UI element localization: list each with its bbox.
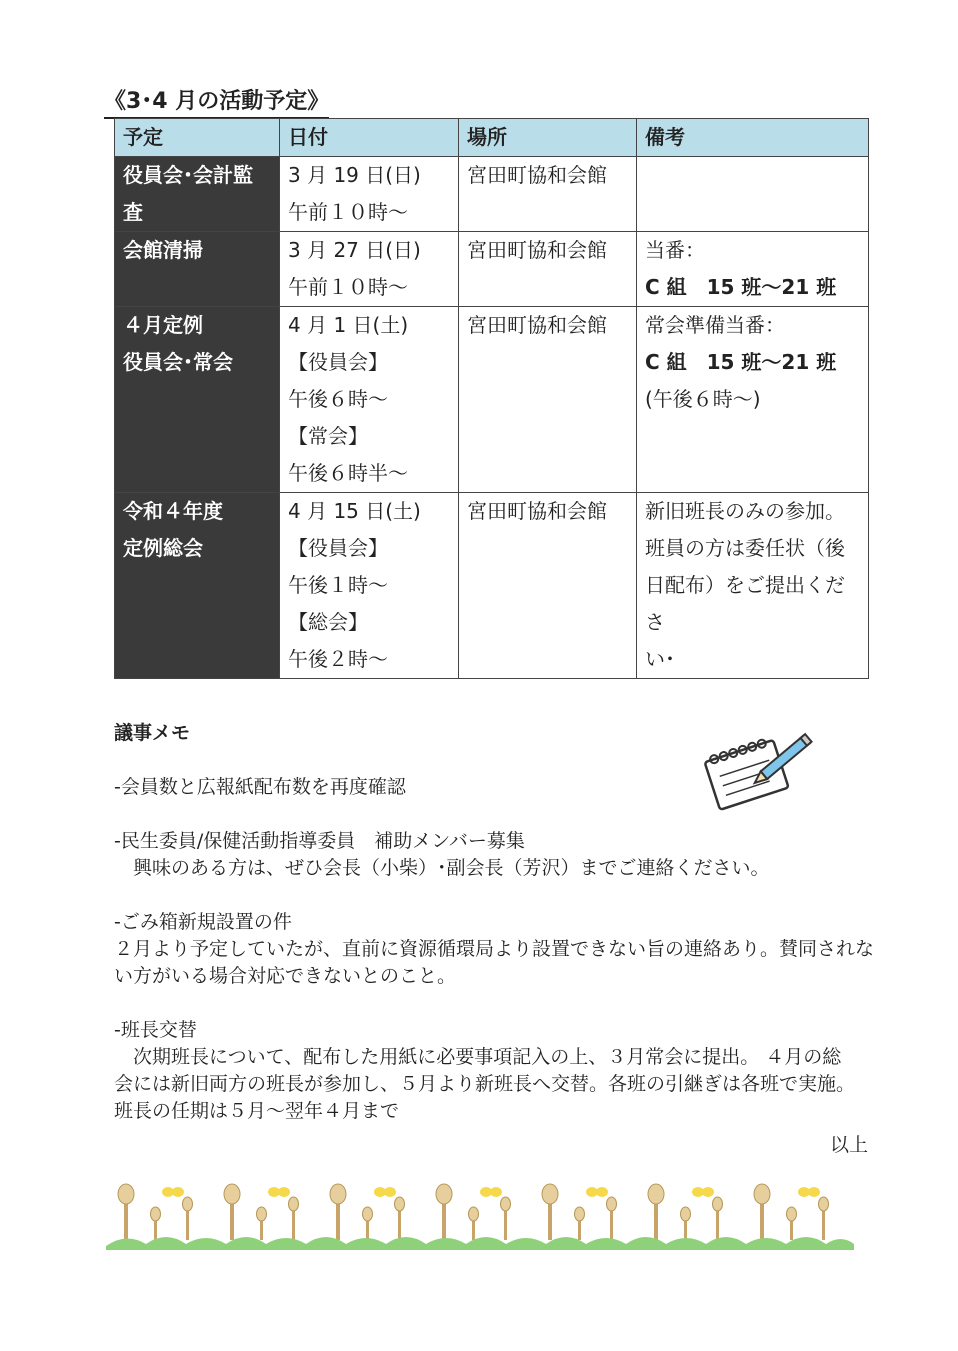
note-text: 班員の方は委任状（後 [645, 536, 845, 560]
closing-text: 以上 [829, 1134, 868, 1156]
date-cell [280, 232, 459, 307]
flower-group [118, 1184, 829, 1240]
place-cell [459, 307, 637, 493]
note-text: 当番： [645, 238, 705, 262]
table-row [115, 307, 869, 493]
time-text: 午後１時～ [288, 573, 388, 597]
memo-item-line: い方がいる場合対応できないとのこと。 [114, 965, 457, 987]
header-date: 日付 [280, 119, 459, 157]
flower-border-decoration [106, 1180, 854, 1250]
memo-item-line: -会員数と広報紙配布数を再度確認 [114, 776, 406, 798]
date-text: 3 月 27 日(日) [288, 238, 421, 262]
place-cell [459, 232, 637, 307]
memo-item-line: -民生委員/保健活動指導委員 補助メンバー募集 [114, 830, 525, 852]
place-cell [459, 157, 637, 232]
note-cell [637, 232, 869, 307]
event-cell [115, 493, 280, 679]
event-text: 会館清掃 [123, 238, 203, 262]
memo-item-line: 次期班長について、配布した用紙に必要事項記入の上、３月常会に提出。 ４月の総 [114, 1046, 842, 1068]
meeting-memo [114, 720, 874, 1125]
note-text: い･ [645, 647, 675, 671]
memo-item-line: ２月より予定していたが、直前に資源循環局より設置できない旨の連絡あり。賛同されな [114, 938, 875, 960]
time-text: 午前１０時～ [288, 275, 408, 299]
schedule-table [114, 118, 869, 679]
date-text: 4 月 15 日(土) [288, 499, 421, 523]
event-text: ４月定例 [123, 313, 203, 337]
time-text: 【役員会】 [288, 536, 388, 560]
date-cell [280, 493, 459, 679]
memo-item-line: 会には新旧両方の班長が参加し、５月より新班長へ交替。各班の引継ぎは各班で実施。 [114, 1073, 856, 1095]
note-text: 新旧班長のみの参加。 [645, 499, 845, 523]
time-text: 【常会】 [288, 424, 368, 448]
event-cell [115, 232, 280, 307]
place-text: 宮田町協和会館 [467, 238, 607, 262]
table-row [115, 157, 869, 232]
memo-item-line: -班長交替 [114, 1019, 197, 1041]
section-title: 《3･4 月の活動予定》 [104, 88, 329, 119]
time-text: 【総会】 [288, 610, 368, 634]
note-cell [637, 307, 869, 493]
place-text: 宮田町協和会館 [467, 499, 607, 523]
event-text: 査 [123, 200, 143, 224]
memo-title: 議事メモ [114, 722, 191, 744]
event-cell [115, 307, 280, 493]
note-text: (午後６時～) [645, 387, 761, 411]
place-text: 宮田町協和会館 [467, 163, 607, 187]
place-text: 宮田町協和会館 [467, 313, 607, 337]
time-text: 午後６時半～ [288, 461, 408, 485]
table-header-row [115, 119, 869, 157]
time-text: 午前１０時～ [288, 200, 408, 224]
table-row [115, 493, 869, 679]
memo-item-line: 興味のある方は、ぜひ会長（小柴）･副会長（芳沢）までご連絡ください。 [114, 857, 770, 879]
event-cell [115, 157, 280, 232]
memo-item-line: 班長の任期は５月～翌年４月まで [114, 1100, 400, 1122]
header-note: 備考 [637, 119, 869, 157]
event-text: 令和４年度 [123, 499, 223, 523]
table-row [115, 232, 869, 307]
event-text: 役員会･会計監 [123, 163, 253, 187]
event-text: 役員会･常会 [123, 350, 233, 374]
date-cell [280, 157, 459, 232]
time-text: 【役員会】 [288, 350, 388, 374]
note-cell [637, 157, 869, 232]
header-event: 予定 [115, 119, 280, 157]
header-place: 場所 [459, 119, 637, 157]
date-text: 3 月 19 日(日) [288, 163, 421, 187]
place-cell [459, 493, 637, 679]
memo-item-line: -ごみ箱新規設置の件 [114, 911, 292, 933]
note-text: C 組 15 班～21 班 [645, 275, 837, 299]
date-text: 4 月 1 日(土) [288, 313, 409, 337]
date-cell [280, 307, 459, 493]
note-text: C 組 15 班～21 班 [645, 350, 837, 374]
note-text: 日配布）をご提出くださ [645, 573, 845, 634]
time-text: 午後６時～ [288, 387, 388, 411]
note-text: 常会準備当番： [645, 313, 785, 337]
note-cell [637, 493, 869, 679]
event-text: 定例総会 [123, 536, 203, 560]
time-text: 午後２時～ [288, 647, 388, 671]
